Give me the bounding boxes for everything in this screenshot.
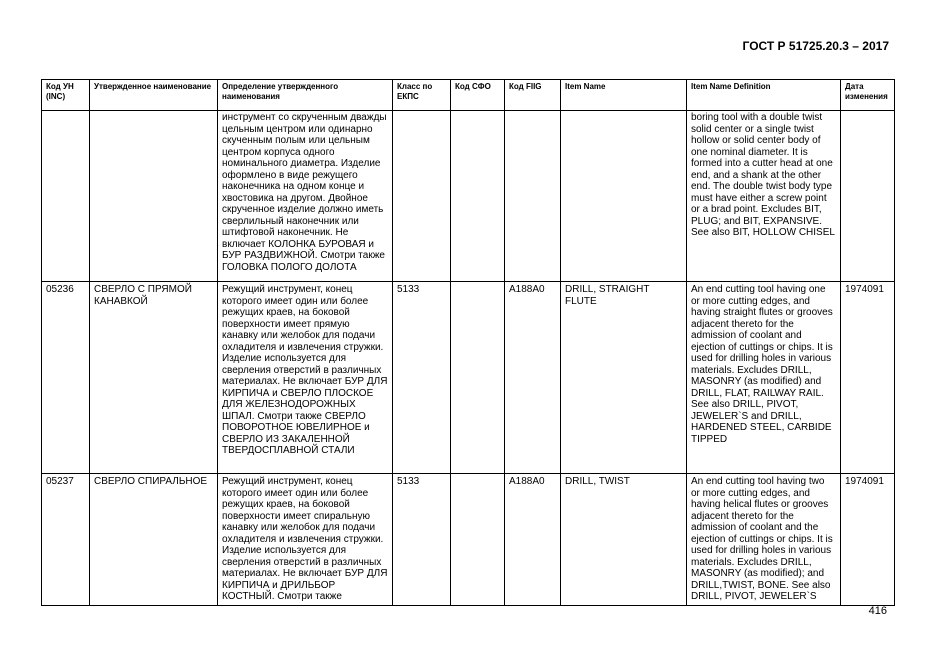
cell-definition: Режущий инструмент, конец которого имеет один или более режущих краев, на боковой поверхности имеет спиральную канавку или желобок для подачи охладителя и извлечения стружки. Изделие используется для сверления отверстий в различных материалах. Не включает БУР ДЛЯ КИРПИЧА и ДРИЛЬБОР КОСТНЫЙ. Смотри также — [218, 474, 393, 606]
table-row — [42, 111, 895, 282]
cell-item-name: DRILL, TWIST — [561, 474, 687, 606]
cell-item-name — [561, 111, 687, 282]
col-header-sfo: Код СФО — [451, 80, 505, 111]
cell-item-definition: boring tool with a double twist solid center or a single twist hollow or solid center body of one nominal diameter. It is formed into a cutter head at one end, and a shank at the other end. The double twist body type must have either a screw point or a brad point. Excludes BIT, PLUG; and BIT, EXPANSIVE. See also BIT, HOLLOW CHISEL — [687, 111, 841, 282]
col-header-date: Дата изменения — [841, 80, 895, 111]
col-header-item-definition: Item Name Definition — [687, 80, 841, 111]
cell-inc: 05237 — [42, 474, 90, 606]
col-header-class: Класс по ЕКПС — [393, 80, 451, 111]
cell-date: 1974091 — [841, 474, 895, 606]
col-header-fiig: Код FIIG — [505, 80, 561, 111]
cell-definition: инструмент со скрученным дважды цельным центром или одинарно скученным полым или цельным центром корпуса одного номинального диаметра. Изделие оформлено в виде режущего наконечника на одном конце и хвостовика на другом. Двойное скрученное изделие должно иметь сверлильный наконечник или штифтовой наконечник. Не включает КОЛОНКА БУРОВАЯ и БУР РАЗДВИЖНОЙ. Смотри также ГОЛОВКА ПОЛОГО ДОЛОТА — [218, 111, 393, 282]
cell-name — [90, 111, 218, 282]
cell-fiig — [505, 111, 561, 282]
document-id: ГОСТ Р 51725.20.3 – 2017 — [742, 39, 889, 53]
cell-definition: Режущий инструмент, конец которого имеет один или более режущих краев, на боковой поверхности имеет прямую канавку или желобок для подачи охладителя и извлечения стружки. Изделие используется для сверления отверстий в различных материалах. Не включает БУР ДЛЯ КИРПИЧА и СВЕРЛО ПЛОСКОЕ ДЛЯ ЖЕЛЕЗНОДОРОЖНЫХ ШПАЛ. Смотри также СВЕРЛО ПОВОРОТНОЕ ЮВЕЛИРНОЕ и СВЕРЛО ИЗ ЗАКАЛЕННОЙ ТВЕРДОСПЛАВНОЙ СТАЛИ — [218, 282, 393, 474]
cell-sfo — [451, 474, 505, 606]
cell-inc: 05236 — [42, 282, 90, 474]
table-row — [42, 282, 895, 474]
cell-sfo — [451, 282, 505, 474]
cell-class: 5133 — [393, 474, 451, 606]
cell-date — [841, 111, 895, 282]
cell-inc — [42, 111, 90, 282]
col-header-definition: Определение утвержденного наименования — [218, 80, 393, 111]
table-row — [42, 474, 895, 606]
col-header-inc: Код УН (INC) — [42, 80, 90, 111]
col-header-item-name: Item Name — [561, 80, 687, 111]
cell-class: 5133 — [393, 282, 451, 474]
cell-class — [393, 111, 451, 282]
cell-item-definition: An end cutting tool having one or more cutting edges, and having straight flutes or grooves adjacent thereto for the admission of coolant and ejection of cuttings or chips. It is used for drilling holes in various materials. Excludes DRILL, MASONRY (as modified) and DRILL, FLAT, RAILWAY RAIL. See also DRILL, PIVOT, JEWELER`S and DRILL, HARDENED STEEL, CARBIDE TIPPED — [687, 282, 841, 474]
cell-name: СВЕРЛО С ПРЯМОЙ КАНАВКОЙ — [90, 282, 218, 474]
items-table — [41, 79, 895, 606]
col-header-approved-name: Утвержденное наименование — [90, 80, 218, 111]
cell-fiig: A188A0 — [505, 474, 561, 606]
table-header-row — [42, 80, 895, 111]
cell-item-definition: An end cutting tool having two or more cutting edges, and having helical flutes or grooves adjacent thereto for the admission of coolant and the ejection of cuttings or chips. It is used for drilling holes in various materials. Excludes DRILL, MASONRY (as modified); and DRILL,TWIST, BONE. See also DRILL, PIVOT, JEWELER`S — [687, 474, 841, 606]
cell-date: 1974091 — [841, 282, 895, 474]
cell-name: СВЕРЛО СПИРАЛЬНОЕ — [90, 474, 218, 606]
cell-sfo — [451, 111, 505, 282]
page-number: 416 — [868, 605, 887, 617]
cell-fiig: A188A0 — [505, 282, 561, 474]
cell-item-name: DRILL, STRAIGHT FLUTE — [561, 282, 687, 474]
